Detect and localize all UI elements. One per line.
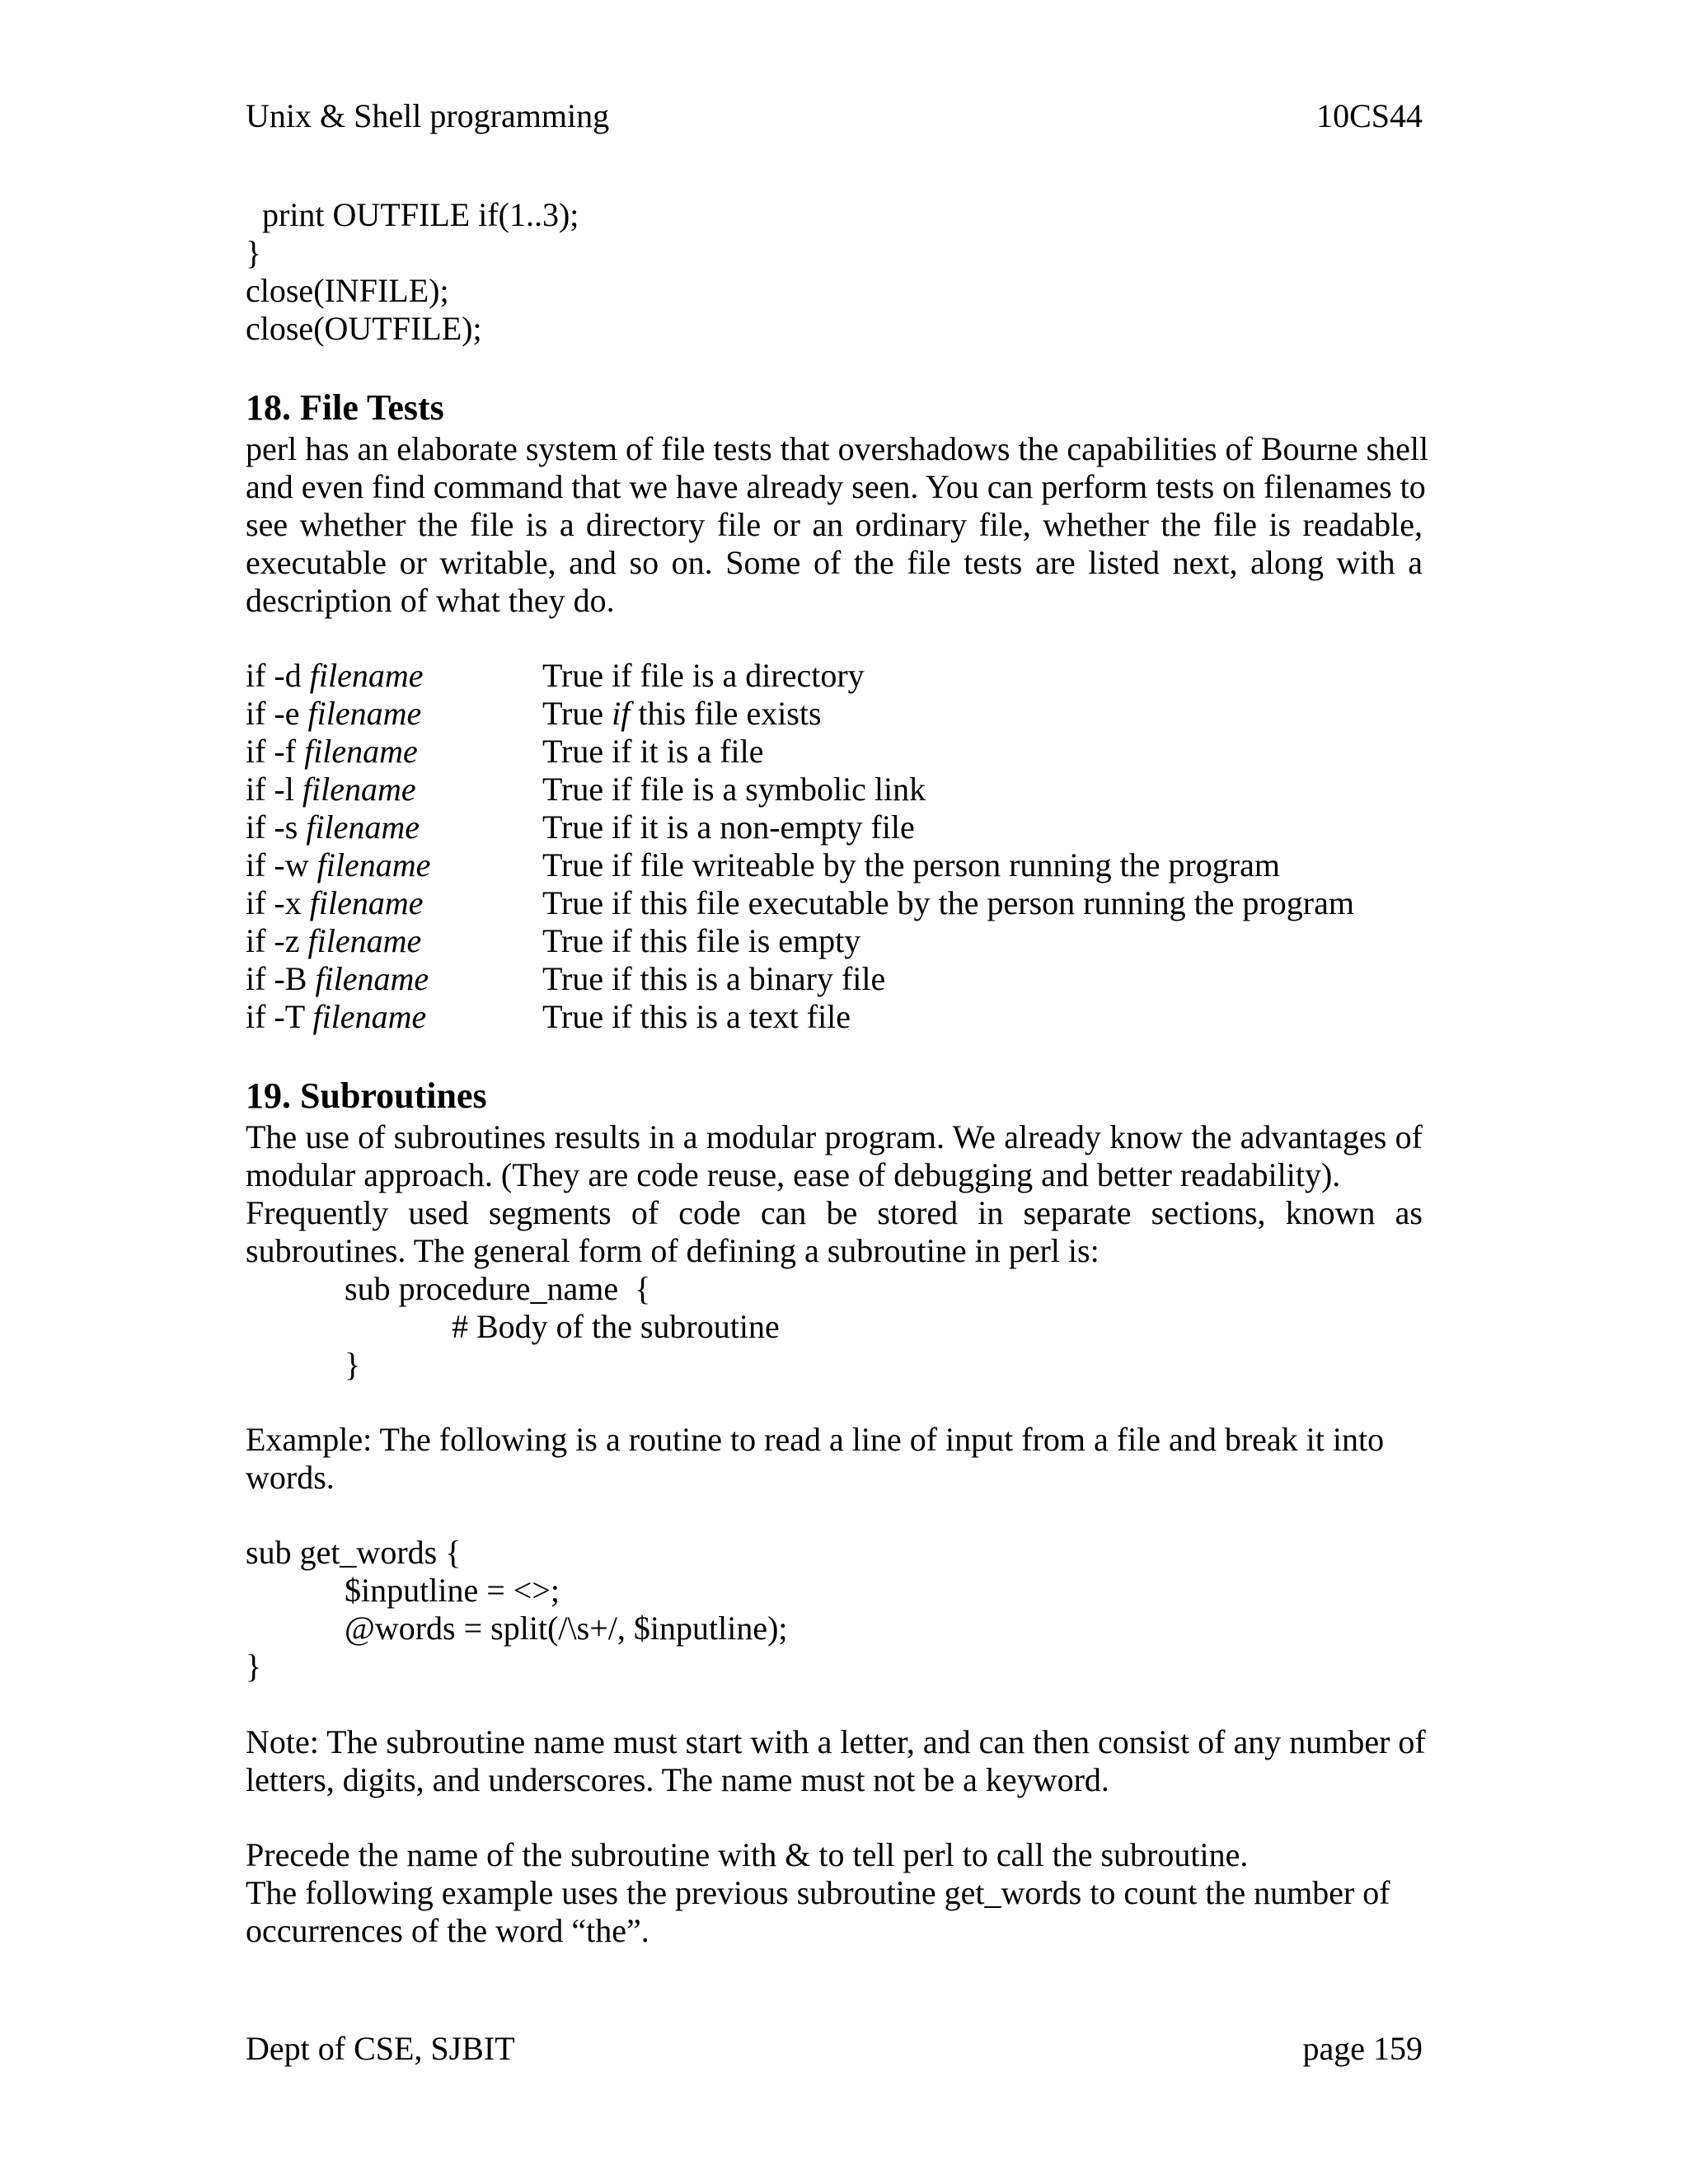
header-title: Unix & Shell programming	[246, 97, 610, 134]
file-test-flag: if -d filename	[246, 657, 424, 694]
paragraph-line: Example: The following is a routine to read a line of input from a file and break it into	[246, 1421, 1385, 1458]
paragraph-line: subroutines. The general form of defining a subroutine in perl is:	[246, 1232, 1100, 1269]
file-test-flag: if -e filename	[246, 695, 422, 732]
file-test-flag: if -x filename	[246, 884, 424, 921]
file-test-flag: if -f filename	[246, 733, 418, 770]
paragraph-line: Frequently used segments of code can be stored in separate sections, known as	[246, 1194, 1423, 1231]
file-test-description: True if this is a text file	[542, 998, 851, 1035]
code-line: }	[246, 1647, 262, 1685]
code-line: @words = split(/\s+/, $inputline);	[345, 1610, 788, 1647]
code-line: sub get_words {	[246, 1534, 462, 1571]
code-line: close(OUTFILE);	[246, 310, 482, 347]
file-test-description: True if file writeable by the person running the program	[542, 846, 1280, 883]
file-test-description: True if this file executable by the person running the program	[542, 884, 1354, 921]
paragraph-line: letters, digits, and underscores. The name must not be a keyword.	[246, 1761, 1109, 1798]
file-test-description: True if this file is empty	[542, 922, 861, 959]
file-test-description: True if file is a symbolic link	[542, 771, 926, 808]
paragraph-line: modular approach. (They are code reuse, ease of debugging and better readability).	[246, 1156, 1341, 1193]
paragraph-line: words.	[246, 1459, 335, 1496]
file-test-description: True if it is a non-empty file	[542, 808, 915, 846]
paragraph-line: description of what they do.	[246, 582, 615, 619]
section-heading-subroutines: 19. Subroutines	[246, 1076, 487, 1116]
code-line: print OUTFILE if(1..3);	[246, 196, 579, 233]
file-test-description: True if file is a directory	[542, 657, 865, 694]
file-test-description: True if this file exists	[542, 695, 822, 732]
paragraph-line: occurrences of the word “the”.	[246, 1912, 649, 1949]
paragraph-line: perl has an elaborate system of file tests that overshadows the capabilities of Bourne shell	[246, 430, 1429, 467]
code-line: sub procedure_name {	[345, 1270, 651, 1307]
footer-page-number: page 159	[1302, 2030, 1423, 2067]
file-test-flag: if -T filename	[246, 998, 427, 1035]
paragraph-line: The use of subroutines results in a modular program. We already know the advantages of	[246, 1118, 1423, 1155]
file-test-description: True if it is a file	[542, 733, 764, 770]
file-test-flag: if -s filename	[246, 808, 420, 846]
paragraph-line: and even find command that we have already seen. You can perform tests on filenames to	[246, 468, 1426, 505]
paragraph-line: see whether the file is a directory file or an ordinary file, whether the file is readable,	[246, 506, 1423, 543]
code-line: close(INFILE);	[246, 272, 449, 309]
code-line: }	[345, 1346, 361, 1383]
file-test-flag: if -z filename	[246, 922, 422, 959]
code-line: $inputline = <>;	[345, 1572, 560, 1609]
footer-department: Dept of CSE, SJBIT	[246, 2030, 515, 2067]
file-test-flag: if -w filename	[246, 846, 431, 883]
file-test-flag: if -B filename	[246, 960, 429, 997]
paragraph-line: The following example uses the previous subroutine get_words to count the number of	[246, 1874, 1390, 1911]
file-test-description: True if this is a binary file	[542, 960, 886, 997]
paragraph-line: Note: The subroutine name must start with a letter, and can then consist of any number of	[246, 1723, 1426, 1760]
file-test-flag: if -l filename	[246, 771, 416, 808]
code-line: # Body of the subroutine	[452, 1308, 780, 1345]
paragraph-line: executable or writable, and so on. Some of the file tests are listed next, along with a	[246, 544, 1423, 581]
paragraph-line: Precede the name of the subroutine with & to tell perl to call the subroutine.	[246, 1836, 1249, 1873]
header-course-code: 10CS44	[1316, 97, 1423, 134]
section-heading-file-tests: 18. File Tests	[246, 387, 444, 428]
code-line: }	[246, 234, 262, 271]
